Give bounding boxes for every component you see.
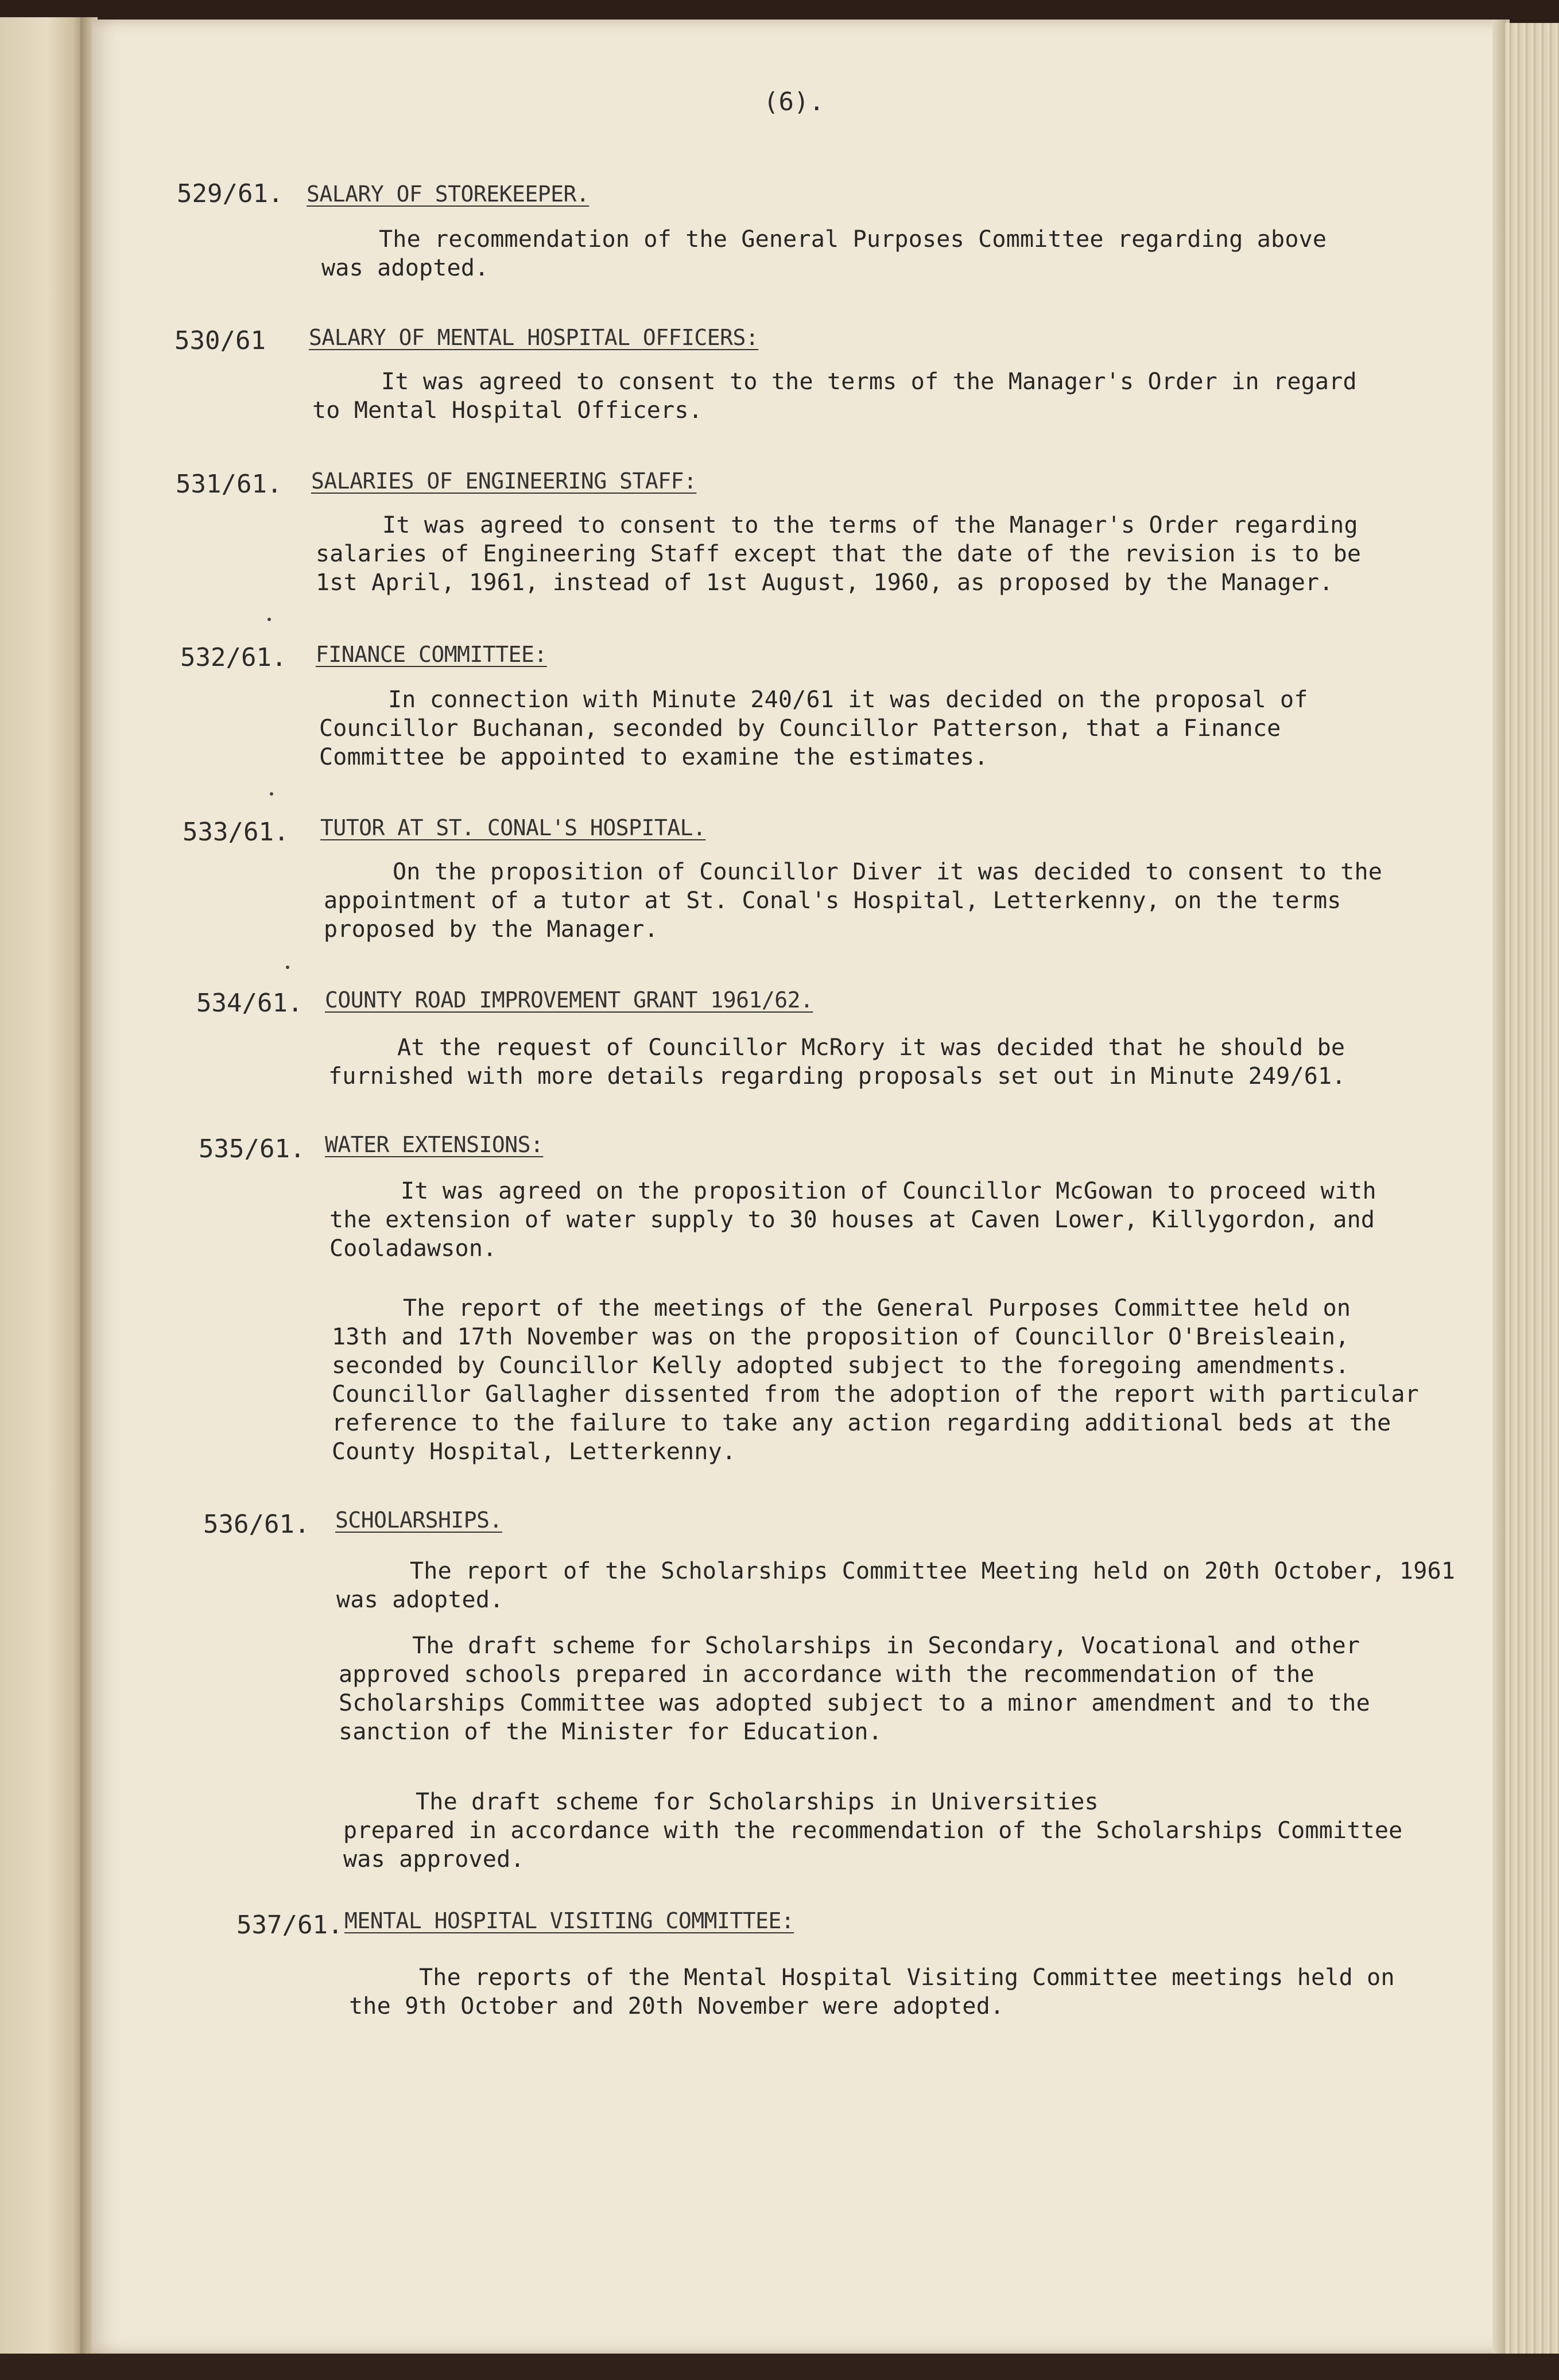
- paragraph-line: reference to the failure to take any action regarding additional beds at the: [332, 1410, 1391, 1436]
- minute-heading: MENTAL HOSPITAL VISITING COMMITTEE:: [344, 1908, 794, 1933]
- paragraph-line: The report of the meetings of the General Purposes Committee held on: [403, 1295, 1351, 1321]
- minute-number: 533/61.: [183, 817, 289, 847]
- minute-paragraph: [312, 367, 1357, 425]
- minute-number: 537/61.: [236, 1910, 343, 1940]
- paragraph-line: The reports of the Mental Hospital Visiting Committee meetings held on: [419, 1964, 1395, 1991]
- paragraph-line: was adopted.: [336, 1587, 504, 1613]
- paragraph-line: County Hospital, Letterkenny.: [332, 1439, 736, 1465]
- paragraph-line: The recommendation of the General Purposes Committee regarding above: [379, 226, 1327, 253]
- paragraph-line: 13th and 17th November was on the proposition of Councillor O'Breisleain,: [332, 1324, 1349, 1350]
- paragraph-line: prepared in accordance with the recommendation of the Scholarships Committee: [343, 1817, 1403, 1844]
- paragraph-line: was approved.: [343, 1846, 525, 1873]
- paragraph-line: was adopted.: [321, 255, 489, 281]
- minute-paragraph: [329, 1177, 1376, 1263]
- minute-heading: SALARY OF MENTAL HOSPITAL OFFICERS:: [309, 325, 759, 350]
- paragraph-line: On the proposition of Councillor Diver it was decided to consent to the: [393, 859, 1383, 885]
- paragraph-line: In connection with Minute 240/61 it was decided on the proposal of: [388, 687, 1308, 713]
- paragraph-line: Councillor Buchanan, seconded by Councillor Patterson, that a Finance: [319, 715, 1281, 742]
- minute-number: 531/61.: [176, 470, 282, 499]
- paragraph-line: It was agreed on the proposition of Councillor McGowan to proceed with: [401, 1178, 1376, 1204]
- minute-paragraph: [328, 1033, 1346, 1091]
- minute-number: 534/61.: [196, 989, 303, 1018]
- paragraph-line: Councillor Gallagher dissented from the adoption of the report with particular: [332, 1381, 1419, 1408]
- paragraph-line: appointment of a tutor at St. Conal's Hospital, Letterkenny, on the terms: [324, 887, 1341, 914]
- minute-number: 530/61: [174, 326, 266, 355]
- minute-paragraph: [332, 1294, 1419, 1466]
- paragraph-line: sanction of the Minister for Education.: [339, 1719, 882, 1745]
- minute-heading: FINANCE COMMITTEE:: [316, 642, 547, 667]
- minute-paragraph: [339, 1631, 1370, 1746]
- minute-number: 536/61.: [203, 1510, 310, 1539]
- paragraph-line: the extension of water supply to 30 houses at Caven Lower, Killygordon, and: [329, 1207, 1375, 1233]
- minute-heading: SCHOLARSHIPS.: [335, 1507, 502, 1533]
- ink-dot: [270, 792, 273, 796]
- minute-paragraph: [349, 1963, 1395, 2021]
- paragraph-line: It was agreed to consent to the terms of the Manager's Order in regard: [381, 369, 1357, 395]
- paragraph-line: salaries of Engineering Staff except that the date of the revision is to be: [316, 541, 1362, 567]
- paragraph-line: the 9th October and 20th November were adopted.: [349, 1993, 1005, 2019]
- minute-paragraph: [343, 1788, 1402, 1874]
- paragraph-line: approved schools prepared in accordance with the recommendation of the: [339, 1661, 1314, 1688]
- paragraph-line: The draft scheme for Scholarships in Secondary, Vocational and other: [412, 1633, 1360, 1659]
- paragraph-line: to Mental Hospital Officers.: [312, 397, 703, 424]
- minute-number: 532/61.: [180, 643, 287, 672]
- paragraph-line: furnished with more details regarding proposals set out in Minute 249/61.: [328, 1063, 1346, 1090]
- minute-heading: WATER EXTENSIONS:: [325, 1132, 544, 1157]
- minute-number: 529/61.: [177, 179, 284, 208]
- minute-heading: SALARIES OF ENGINEERING STAFF:: [311, 468, 697, 494]
- page-number: (6).: [763, 87, 824, 117]
- minute-paragraph: [319, 685, 1308, 772]
- minute-paragraph: [324, 858, 1382, 944]
- paragraph-line: proposed by the Manager.: [324, 916, 658, 943]
- minute-heading: SALARY OF STOREKEEPER.: [307, 181, 590, 207]
- minute-paragraph: [316, 511, 1361, 597]
- paragraph-line: seconded by Councillor Kelly adopted subject to the foregoing amendments.: [332, 1352, 1349, 1379]
- ink-dot: [286, 966, 289, 969]
- paragraph-line: The report of the Scholarships Committee Meeting held on 20th October, 1961: [410, 1558, 1456, 1584]
- paragraph-line: At the request of Councillor McRory it was decided that he should be: [397, 1034, 1345, 1061]
- paragraph-line: 1st April, 1961, instead of 1st August, 1960, as proposed by the Manager.: [316, 569, 1333, 596]
- paragraph-line: Committee be appointed to examine the estimates.: [319, 744, 988, 770]
- paragraph-line: Cooladawson.: [329, 1235, 497, 1262]
- paragraph-line: The draft scheme for Scholarships in Universities: [416, 1789, 1099, 1815]
- minute-paragraph: [321, 225, 1327, 282]
- minute-number: 535/61.: [199, 1134, 305, 1164]
- minute-heading: TUTOR AT ST. CONAL'S HOSPITAL.: [320, 815, 706, 840]
- minute-paragraph: [336, 1557, 1455, 1614]
- ink-dot: [267, 618, 271, 621]
- minute-heading: COUNTY ROAD IMPROVEMENT GRANT 1961/62.: [325, 987, 813, 1013]
- paragraph-line: It was agreed to consent to the terms of the Manager's Order regarding: [382, 512, 1358, 538]
- paragraph-line: Scholarships Committee was adopted subject to a minor amendment and to the: [339, 1690, 1370, 1716]
